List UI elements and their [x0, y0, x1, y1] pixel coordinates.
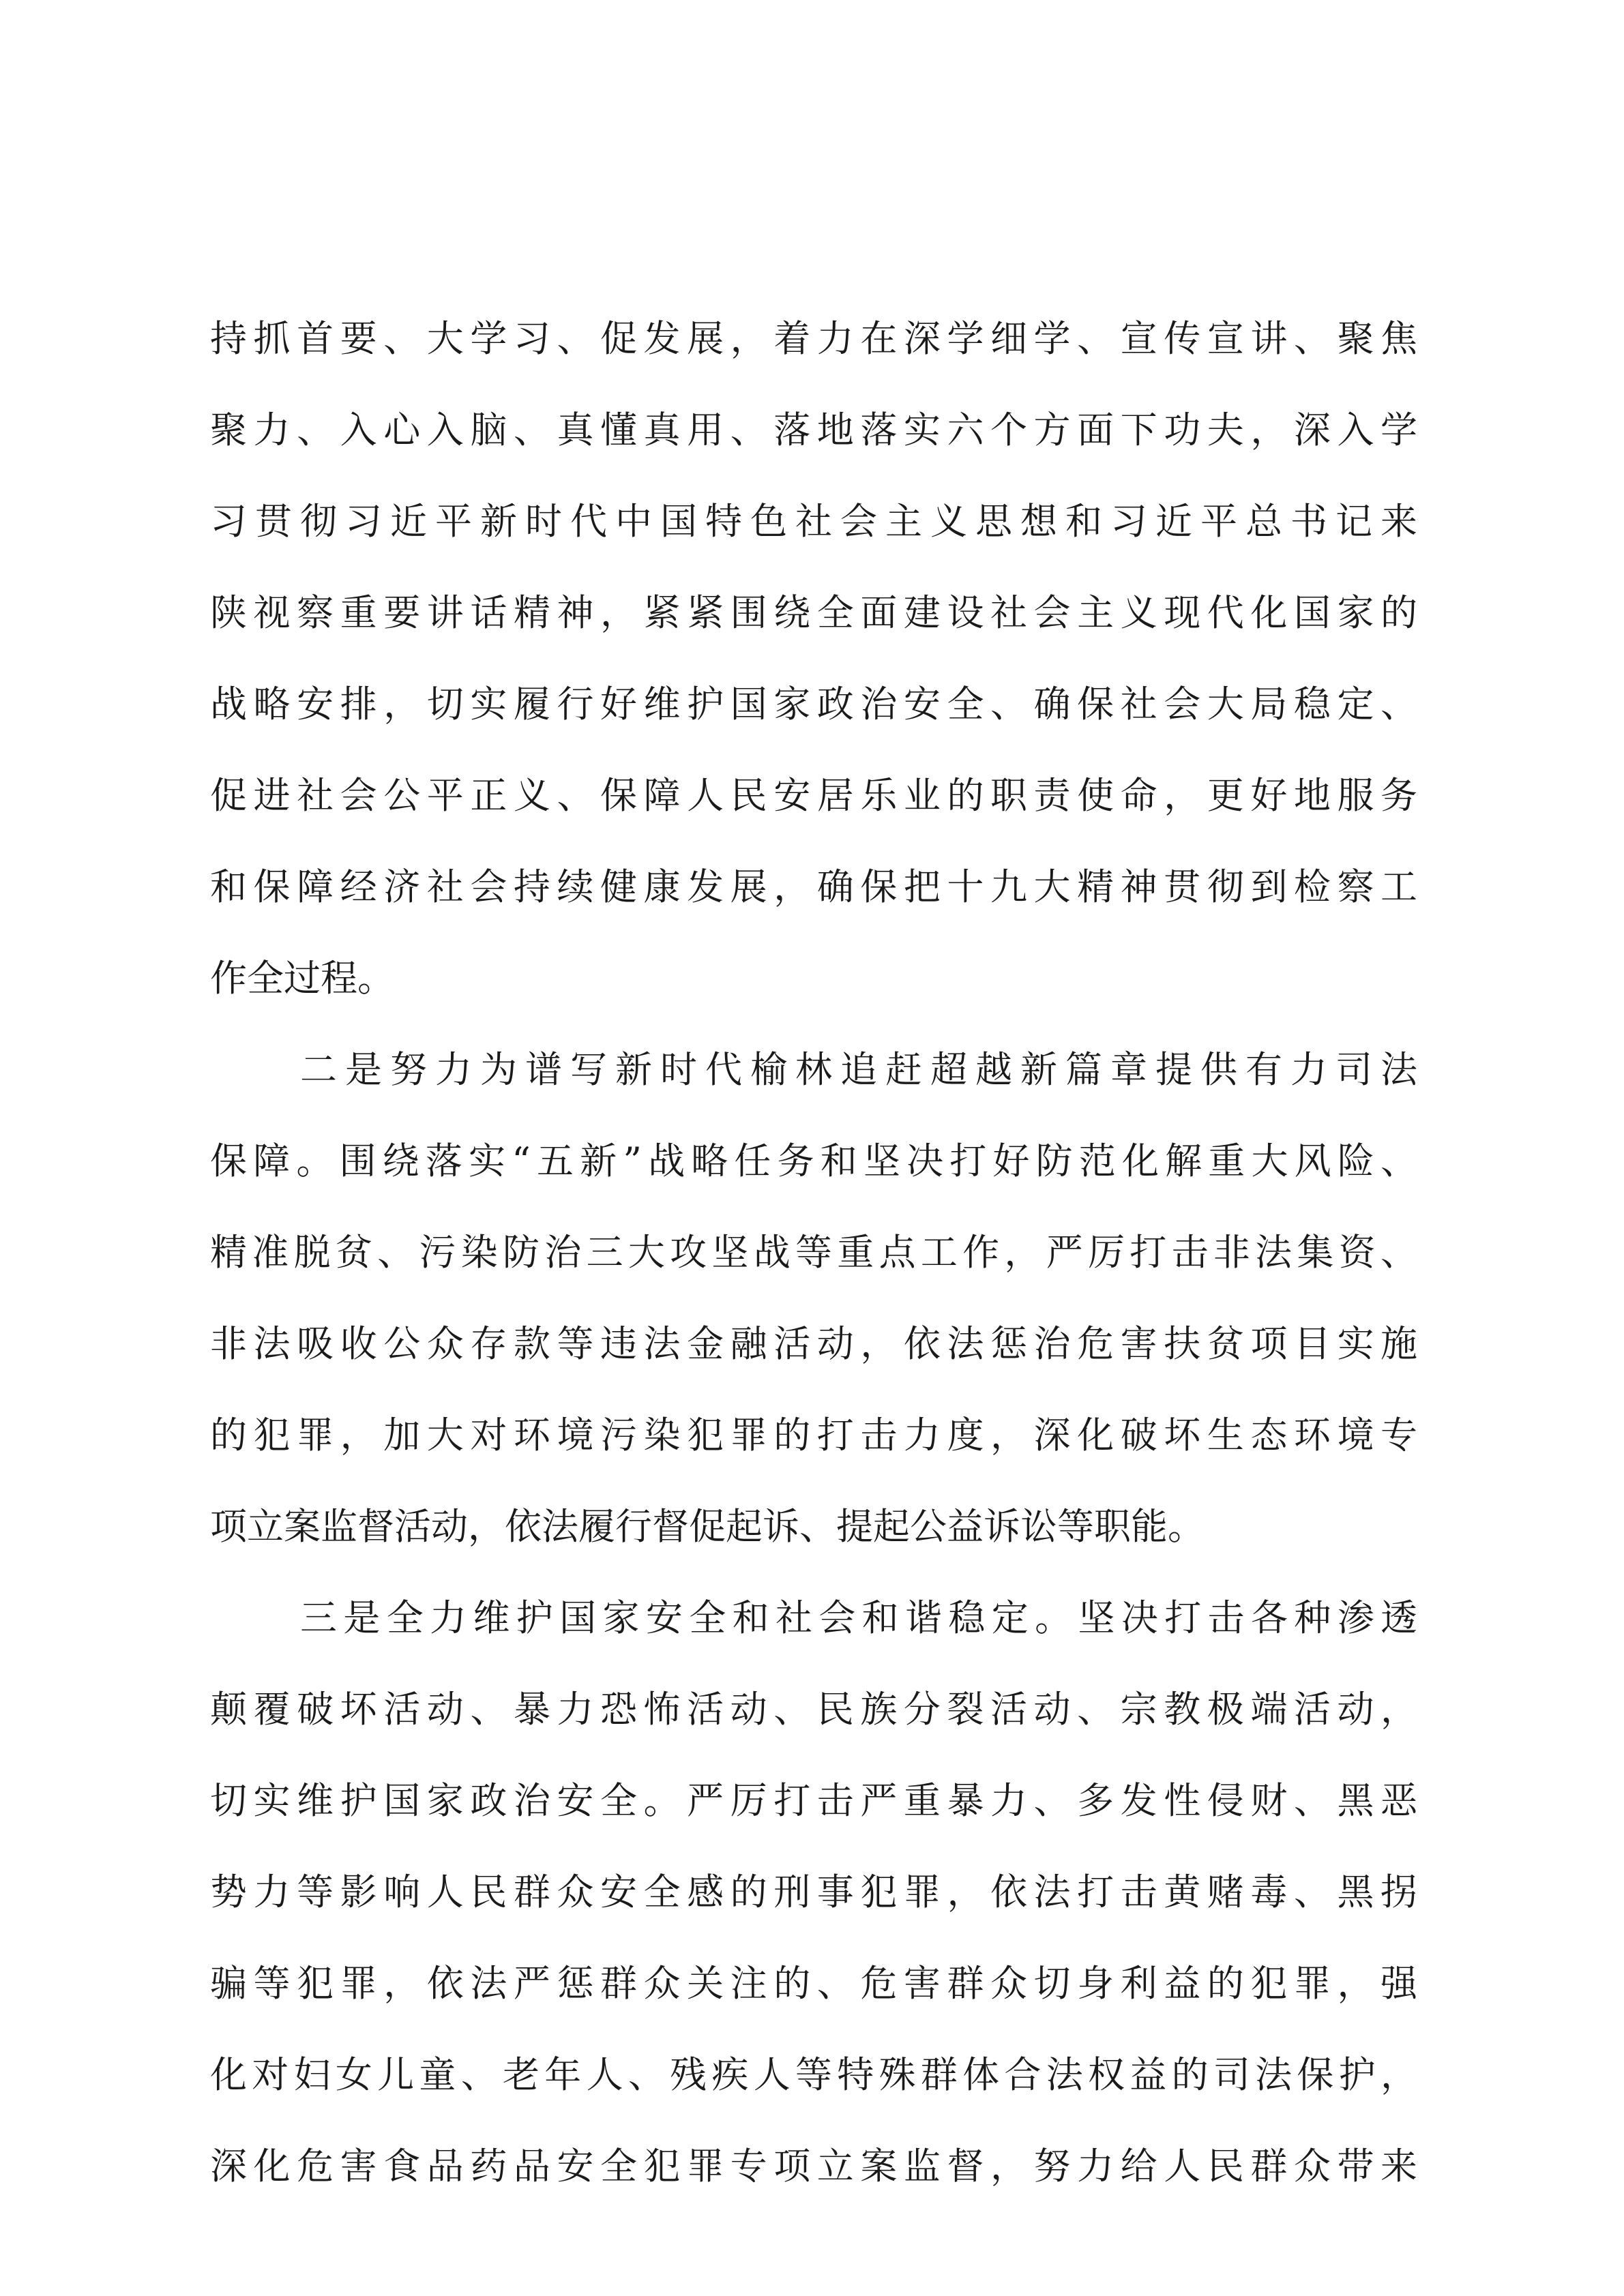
text-line: 持抓首要、大学习、促发展，着力在深学细学、宣传宣讲、聚焦 [210, 317, 1417, 360]
text-line: 非法吸收公众存款等违法金融活动，依法惩治危害扶贫项目实施 [210, 1322, 1417, 1365]
text-line: 深化危害食品药品安全犯罪专项立案监督，努力给人民群众带来 [210, 2145, 1417, 2188]
paragraph-second-point [210, 1024, 1417, 1572]
paragraph-third-point [210, 1572, 1417, 2212]
text-line: 作全过程。 [210, 957, 394, 1000]
text-line: 和保障经济社会持续健康发展，确保把十九大精神贯彻到检察工 [210, 865, 1417, 908]
document-body [210, 293, 1417, 2212]
text-line: 聚力、入心入脑、真懂真用、落地落实六个方面下功夫，深入学 [210, 408, 1417, 451]
text-line: 三是全力维护国家安全和社会和谐稳定。坚决打击各种渗透 [300, 1596, 1417, 1639]
paragraph-continuation [210, 293, 1417, 1024]
text-line: 战略安排，切实履行好维护国家政治安全、确保社会大局稳定、 [210, 683, 1417, 726]
text-line: 促进社会公平正义、保障人民安居乐业的职责使命，更好地服务 [210, 774, 1417, 817]
text-line: 骗等犯罪，依法严惩群众关注的、危害群众切身利益的犯罪，强 [210, 1962, 1417, 2005]
text-line: 颠覆破坏活动、暴力恐怖活动、民族分裂活动、宗教极端活动， [210, 1688, 1417, 1731]
text-line: 项立案监督活动，依法履行督促起诉、提起公益诉讼等职能。 [210, 1505, 1205, 1548]
text-line: 势力等影响人民群众安全感的刑事犯罪，依法打击黄赌毒、黑拐 [210, 1870, 1417, 1913]
text-line: 切实维护国家政治安全。严厉打击严重暴力、多发性侵财、黑恶 [210, 1779, 1417, 1822]
text-line: 陕视察重要讲话精神，紧紧围绕全面建设社会主义现代化国家的 [210, 591, 1417, 634]
text-line: 二是努力为谱写新时代榆林追赶超越新篇章提供有力司法 [300, 1048, 1417, 1091]
text-line: 习贯彻习近平新时代中国特色社会主义思想和习近平总书记来 [210, 500, 1417, 543]
text-line: 的犯罪，加大对环境污染犯罪的打击力度，深化破坏生态环境专 [210, 1414, 1417, 1457]
text-line: 精准脱贫、污染防治三大攻坚战等重点工作，严厉打击非法集资、 [210, 1231, 1417, 1274]
text-line: 保障。围绕落实“五新”战略任务和坚决打好防范化解重大风险、 [210, 1139, 1417, 1182]
text-line: 化对妇女儿童、老年人、残疾人等特殊群体合法权益的司法保护， [210, 2053, 1417, 2096]
